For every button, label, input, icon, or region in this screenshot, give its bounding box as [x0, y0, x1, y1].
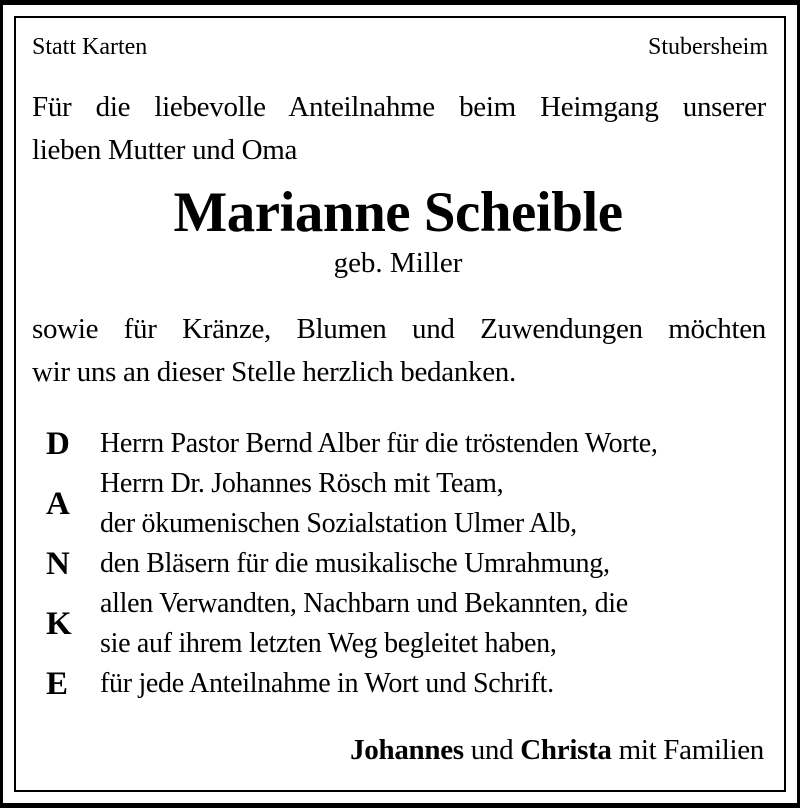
- danke-letter: E: [46, 666, 69, 702]
- inner-frame: [14, 16, 786, 792]
- danke-vertical-word: [38, 424, 100, 704]
- thanks-paragraph-line-2: wir uns an dieser Stelle herzlich bedanken.: [32, 356, 516, 388]
- danke-section: [24, 424, 772, 704]
- signature-text: und: [463, 734, 521, 766]
- header-left-label: Statt Karten: [32, 34, 148, 60]
- signature-name: Christa: [520, 734, 612, 766]
- thanks-line: der ökumenischen Sozialstation Ulmer Alb,: [100, 508, 577, 539]
- thanks-line: sie auf ihrem letzten Weg begleitet haben,: [100, 628, 557, 659]
- signature-line: [24, 730, 772, 770]
- maiden-name: geb. Miller: [333, 247, 463, 279]
- signature-name: Johannes: [350, 734, 464, 766]
- thanks-line: Herrn Pastor Bernd Alber für die tröstenden Worte,: [100, 428, 658, 459]
- intro-line-2: lieben Mutter und Oma: [32, 134, 298, 166]
- danke-letter: D: [46, 426, 70, 462]
- deceased-name: Marianne Scheible: [173, 181, 623, 244]
- header-row: [24, 32, 772, 62]
- thanks-list: [100, 424, 772, 704]
- danke-letter: A: [46, 486, 70, 522]
- thanks-paragraph-line-1: sowie für Kränze, Blumen und Zuwendungen möchten: [32, 313, 766, 345]
- danke-letter: N: [46, 546, 70, 582]
- thanks-line: allen Verwandten, Nachbarn und Bekannten, die: [100, 588, 628, 619]
- intro-paragraph: [24, 86, 772, 172]
- header-right-location: Stubersheim: [648, 34, 768, 60]
- thanks-line: Herrn Dr. Johannes Rösch mit Team,: [100, 468, 504, 499]
- thanks-paragraph: [24, 308, 772, 394]
- signature-text: mit Familien: [611, 734, 764, 766]
- intro-line-1: Für die liebevolle Anteilnahme beim Heimgang unserer: [32, 91, 766, 123]
- thanks-line: für jede Anteilnahme in Wort und Schrift.: [100, 668, 554, 699]
- danke-letter: K: [46, 606, 72, 642]
- thanks-line: den Bläsern für die musikalische Umrahmung,: [100, 548, 610, 579]
